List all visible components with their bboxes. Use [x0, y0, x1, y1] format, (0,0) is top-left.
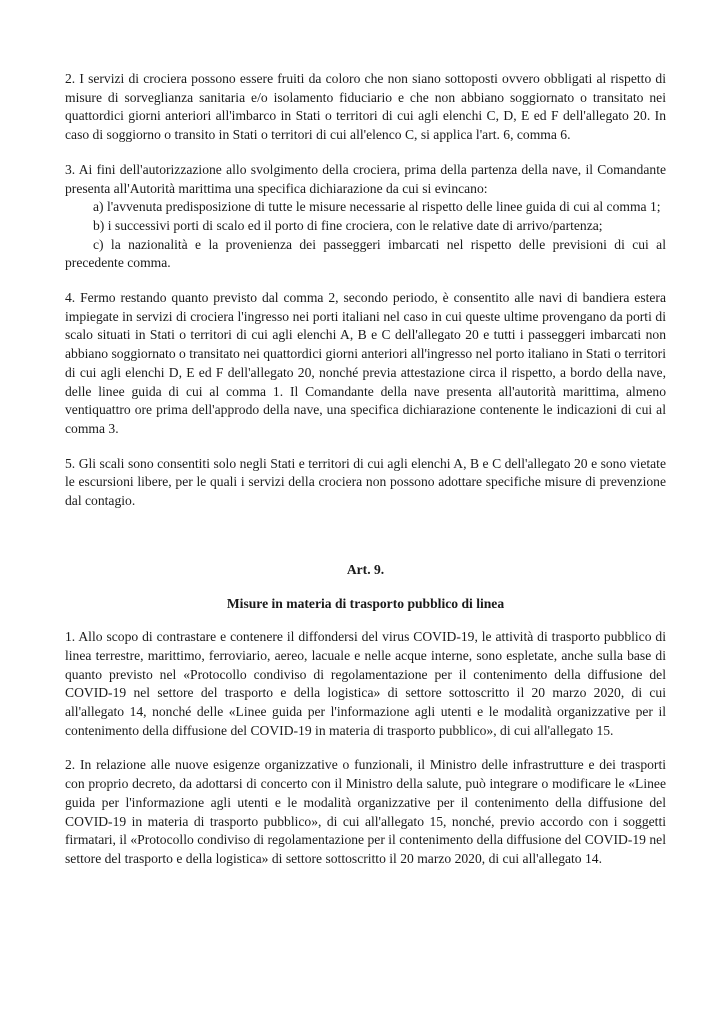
paragraph-comma-3-intro: 3. Ai fini dell'autorizzazione allo svolgimento della crociera, prima della partenza della nave, il Comandante presenta all'Autorità marittima una specifica dichiarazione da cui si evincano:	[65, 161, 666, 196]
paragraph-comma-2: 2. I servizi di crociera possono essere fruiti da coloro che non siano sottoposti ovvero obbligati al rispetto di misure di sorveglianza sanitaria e/o isolamento fiduciario e che non abbiano soggiornato o transitato nei quattordici giorni anteriori all'imbarco in Stati o territori di cui agli elenchi C, D, E ed F dell'allegato 20. In caso di soggiorno o transito in Stati o territori di cui all'elenco C, si applica l'art. 6, comma 6.	[65, 71, 666, 143]
list-item-c: c) la nazionalità e la provenienza dei passeggeri imbarcati nel rispetto delle previsioni di cui al precedente comma.	[65, 236, 666, 271]
list-item-b: b) i successivi porti di scalo ed il porto di fine crociera, con le relative date di arrivo/partenza;	[93, 217, 603, 233]
list-item-a: a) l'avvenuta predisposizione di tutte le misure necessarie al rispetto delle linee guida di cui al comma 1;	[93, 199, 661, 215]
article-subtitle: Misure in materia di trasporto pubblico di linea	[226, 596, 505, 612]
paragraph-comma-5: 5. Gli scali sono consentiti solo negli Stati e territori di cui agli elenchi A, B e C dell'allegato 20 e sono vietate le escursioni libere, per le quali i servizi della crociera non possono adottare specifiche misure di prevenzione dal contagio.	[65, 455, 666, 509]
paragraph-art9-comma-2: 2. In relazione alle nuove esigenze organizzative o funzionali, il Ministro delle infrastrutture e dei trasporti con proprio decreto, da adottarsi di concerto con il Ministro della salute, può integrare o modificare le «Linee guida per l'informazione agli utenti e le modalità organizzative per il contenimento della diffusione del COVID-19 in materia di trasporto pubblico», di cui all'allegato 15, nonché, previo accordo con i soggetti firmatari, il «Protocollo condiviso di regolamentazione per il contenimento della diffusione del COVID-19 nel settore del trasporto e della logistica» di settore sottoscritto il 20 marzo 2020, di cui all'allegato 14.	[65, 757, 666, 866]
paragraph-comma-4: 4. Fermo restando quanto previsto dal comma 2, secondo periodo, è consentito alle navi di bandiera estera impiegate in servizi di crociera l'ingresso nei porti italiani nel caso in cui queste ultime provengano da porti di scalo situati in Stati o territori di cui agli elenchi A, B e C dell'allegato 20 e tutti i passeggeri imbarcati non abbiano soggiornato o transitato nei quattordici giorni anteriori all'ingresso nel porto italiano in Stati o territori di cui agli elenchi D, E ed F dell'allegato 20, nonché previa attestazione circa il rispetto, a bordo della nave, delle linee guida di cui al comma 1. Il Comandante della nave presenta all'autorità marittima, almeno ventiquattro ore prima dell'approdo della nave, una specifica dichiarazione contenente le indicazioni di cui al comma 3.	[65, 290, 666, 436]
paragraph-art9-comma-1: 1. Allo scopo di contrastare e contenere il diffondersi del virus COVID-19, le attività di trasporto pubblico di linea terrestre, marittimo, ferroviario, aereo, lacuale e nelle acque interne, sono espletate, anche sulla base di quanto previsto nel «Protocollo condiviso di regolamentazione per il contenimento della diffusione del COVID-19 nel settore del trasporto e della logistica» di settore sottoscritto il 20 marzo 2020, di cui all'allegato 14, nonché delle «Linee guida per l'informazione agli utenti e le modalità organizzative per il contenimento della diffusione del COVID-19 in materia di trasporto pubblico», di cui all'allegato 15.	[65, 629, 666, 738]
article-heading: Art. 9.	[346, 561, 385, 577]
